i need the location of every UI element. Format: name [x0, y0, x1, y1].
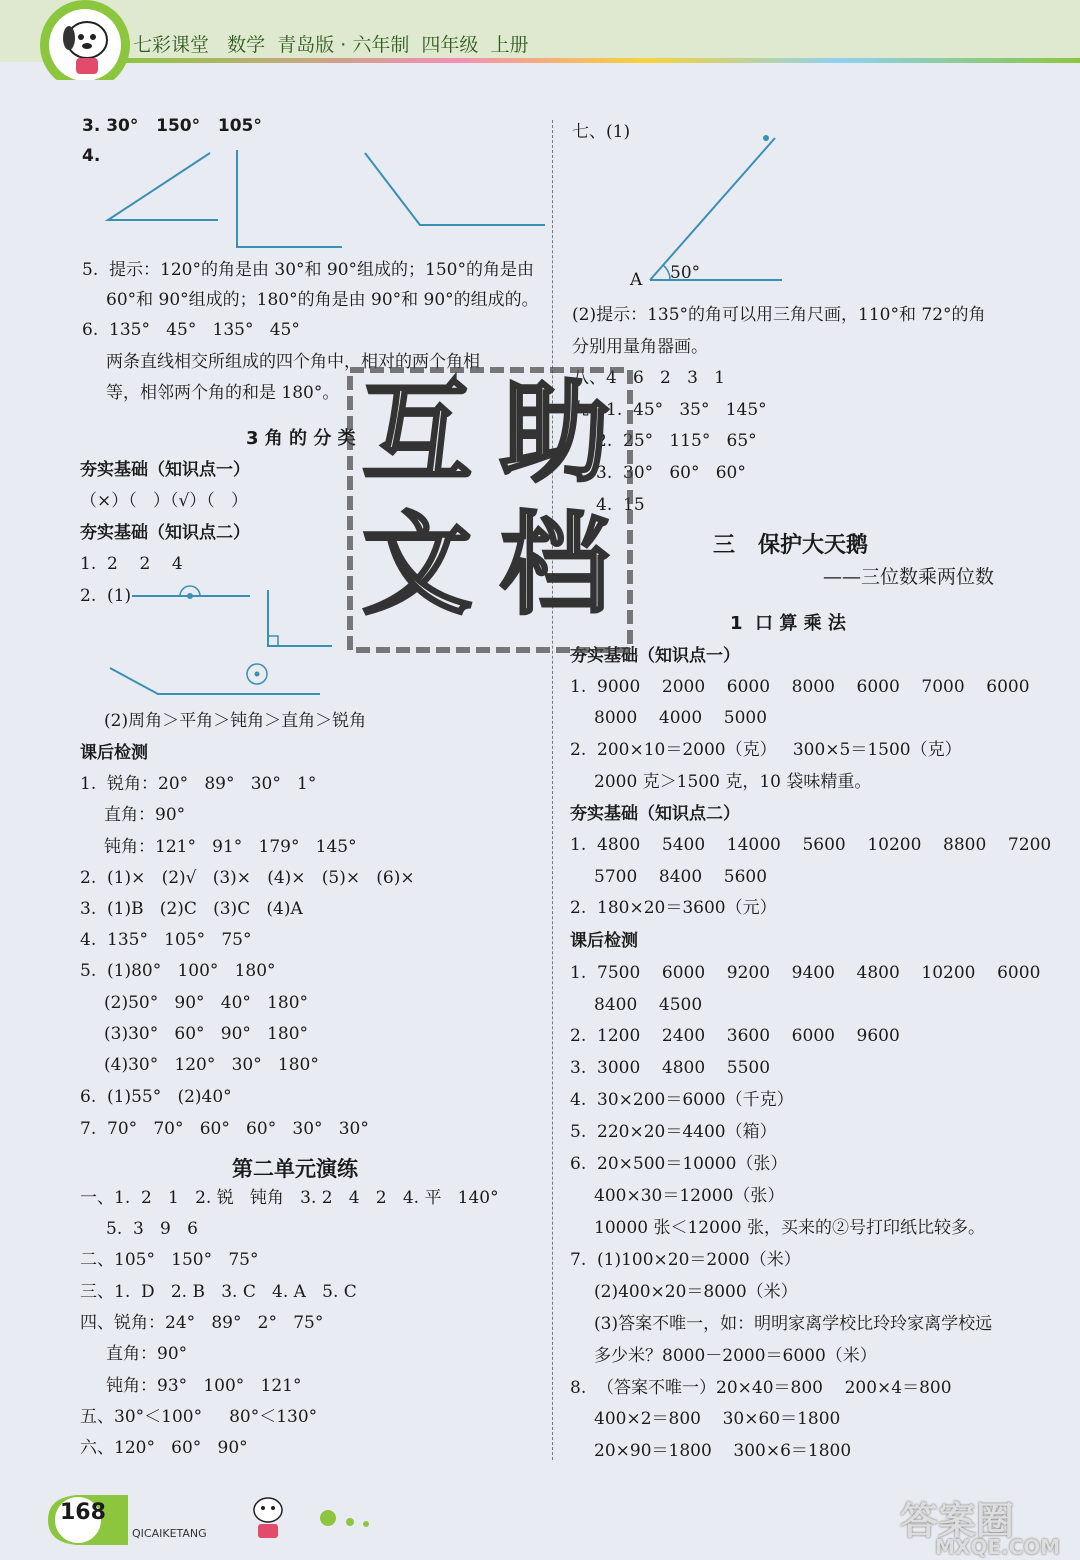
unit-2-review-title: 第二单元演练 — [232, 1157, 358, 1181]
unit2-part4a: 四、锐角：24° 89° 2° 75° — [80, 1313, 324, 1333]
chapter-3-title: 三 保护大天鹅 — [713, 533, 868, 558]
check-q5d: (4)30° 120° 30° 180° — [104, 1055, 319, 1075]
unit2-part6: 六、120° 60° 90° — [80, 1438, 248, 1458]
answer-q7-part2-line2: 分别用量角器画。 — [572, 337, 708, 357]
answer-q8: 八、4 6 2 3 1 — [572, 368, 725, 388]
check-q1-right: 直角：90° — [104, 805, 186, 825]
check-r6b: 400×30＝12000（张） — [594, 1186, 785, 1206]
header-title: 七彩课堂 数学 青岛版 · 六年制 四年级 上册 — [133, 34, 529, 56]
unit2-part2: 二、105° 150° 75° — [80, 1250, 259, 1270]
check-q6: 6. (1)55° (2)40° — [80, 1087, 232, 1107]
check-r3: 3. 3000 4800 5500 — [570, 1058, 771, 1078]
subheading-knowledge-1-right: 夯实基础（知识点一） — [570, 646, 740, 666]
check-q7: 7. 70° 70° 60° 60° 30° 30° — [80, 1119, 369, 1139]
check-q5b: (2)50° 90° 40° 180° — [104, 993, 309, 1013]
k1-q2a: 2. 200×10＝2000（克） 300×5＝1500（克） — [570, 740, 962, 760]
check-q1-acute: 1. 锐角：20° 89° 30° 1° — [80, 774, 317, 794]
check-q4: 4. 135° 105° 75° — [80, 930, 252, 950]
unit2-part1b: 5. 3 9 6 — [106, 1219, 198, 1239]
answer-q9-3: 3. 30° 60° 60° — [596, 463, 746, 483]
check-q2: 2. (1)× (2)√ (3)× (4)× (5)× (6)× — [80, 868, 415, 888]
answer-q7: 七、(1) — [572, 122, 631, 142]
watermark-stamp — [340, 360, 640, 660]
check-r7d: 多少米？8000－2000＝6000（米） — [594, 1346, 877, 1366]
site-watermark-url: MXQE.COM — [935, 1535, 1061, 1559]
check-q3: 3. (1)B (2)C (3)C (4)A — [80, 899, 303, 919]
answer-q6-line3: 等，相邻两个角的和是 180°。 — [106, 383, 340, 403]
check-r8a: 8. （答案不唯一）20×40＝800 200×4＝800 — [570, 1378, 952, 1398]
subheading-knowledge-2-right: 夯实基础（知识点二） — [570, 804, 740, 824]
answer-q6-line1: 6. 135° 45° 135° 45° — [82, 320, 300, 340]
unit2-part3: 三、1. D 2. B 3. C 4. A 5. C — [80, 1282, 357, 1302]
check-r5: 5. 220×20＝4400（箱） — [570, 1122, 777, 1142]
subheading-knowledge-1: 夯实基础（知识点一） — [80, 460, 250, 480]
angle-50-drawing — [640, 130, 790, 290]
answer-k2-q1: 1. 2 2 4 — [80, 554, 183, 574]
site-watermark: 答案圈 — [900, 1499, 1015, 1543]
stamp-char-4: 档 — [500, 501, 610, 629]
section-title-angle-classification: 3 角 的 分 类 — [246, 428, 356, 449]
subheading-after-class: 课后检测 — [80, 743, 148, 763]
unit2-part4b: 直角：90° — [106, 1344, 188, 1364]
check-r7b: (2)400×20＝8000（米） — [594, 1282, 798, 1302]
stamp-char-3: 文 — [362, 501, 472, 629]
answer-q9-2: 2. 25° 115° 65° — [596, 431, 757, 451]
answer-q5-line1: 5. 提示：120°的角是由 30°和 90°组成的；150°的角是由 — [82, 260, 534, 280]
k2-q1b: 5700 8400 5600 — [594, 867, 768, 887]
check-r7c: (3)答案不唯一，如：明明家离学校比玲玲家离学校远 — [594, 1314, 993, 1334]
stamp-char-2: 助 — [500, 369, 610, 497]
column-divider — [552, 120, 553, 1460]
angle-drawings — [100, 145, 560, 255]
answer-q9-4: 4. 15 — [596, 495, 645, 515]
dog-mascot-icon — [52, 10, 122, 80]
subheading-knowledge-2: 夯实基础（知识点二） — [80, 523, 250, 543]
dog-mascot-footer-icon — [248, 1490, 288, 1548]
page-header — [0, 0, 1080, 80]
angle-value-label: 50° — [670, 263, 701, 283]
stamp-char-1: 互 — [362, 369, 472, 497]
subheading-after-class-right: 课后检测 — [570, 931, 638, 951]
check-r6c: 10000 张＜12000 张，买来的②号打印纸比较多。 — [594, 1218, 985, 1238]
angle-type-drawings — [100, 580, 340, 700]
answer-k2-q2b: (2)周角＞平角＞钝角＞直角＞锐角 — [104, 711, 367, 731]
check-q5a: 5. (1)80° 100° 180° — [80, 961, 276, 981]
answer-q7-part2-line1: (2)提示：135°的角可以用三角尺画，110°和 72°的角 — [572, 305, 986, 325]
check-q1-obtuse: 钝角：121° 91° 179° 145° — [104, 837, 357, 857]
page-number: 168 — [60, 1500, 106, 1525]
check-q5c: (3)30° 60° 90° 180° — [104, 1024, 309, 1044]
k2-q1a: 1. 4800 5400 14000 5600 10200 8800 7200 — [570, 835, 1052, 855]
check-r6a: 6. 20×500＝10000（张） — [570, 1154, 788, 1174]
k1-q1a: 1. 9000 2000 6000 8000 6000 7000 6000 — [570, 677, 1030, 697]
section-title-mental-multiplication: 1 口 算 乘 法 — [730, 613, 846, 634]
answer-q9-1: 九、1. 45° 35° 145° — [572, 400, 767, 420]
answer-q5-line2: 60°和 90°组成的；180°的角是由 90°和 90°的组成的。 — [106, 290, 539, 310]
unit2-part1a: 一、1. 2 1 2. 锐 钝角 3. 2 4 2 4. 平 140° — [80, 1188, 499, 1208]
k2-q2: 2. 180×20＝3600（元） — [570, 898, 777, 918]
angle-vertex-label: A — [630, 270, 643, 290]
chapter-3-subtitle: ——三位数乘两位数 — [823, 566, 995, 588]
brand-name: QICAIKETANG — [132, 1527, 207, 1540]
check-r1b: 8400 4500 — [594, 995, 703, 1015]
check-r4: 4. 30×200＝6000（千克） — [570, 1090, 794, 1110]
unit2-part4c: 钝角：93° 100° 121° — [106, 1376, 302, 1396]
check-r8c: 20×90＝1800 300×6＝1800 — [594, 1441, 852, 1461]
k1-q2b: 2000 克＞1500 克，10 袋味精重。 — [594, 772, 872, 792]
check-r1a: 1. 7500 6000 9200 9400 4800 10200 6000 — [570, 963, 1041, 983]
answer-q3: 3. 30° 150° 105° — [82, 116, 262, 136]
check-r2: 2. 1200 2400 3600 6000 9600 — [570, 1026, 900, 1046]
answer-q6-line2: 两条直线相交所组成的四个角中，相对的两个角相 — [106, 352, 480, 372]
check-r8b: 400×2＝800 30×60＝1800 — [594, 1409, 841, 1429]
answer-k1: （×）（ ）（√）（ ） — [80, 491, 248, 511]
unit2-part5: 五、30°＜100° 80°＜130° — [80, 1407, 318, 1427]
k1-q1b: 8000 4000 5000 — [594, 708, 768, 728]
check-r7a: 7. (1)100×20＝2000（米） — [570, 1250, 801, 1270]
answer-k2-q2: 2. (1) — [80, 586, 132, 606]
answer-q4: 4. — [82, 146, 101, 166]
